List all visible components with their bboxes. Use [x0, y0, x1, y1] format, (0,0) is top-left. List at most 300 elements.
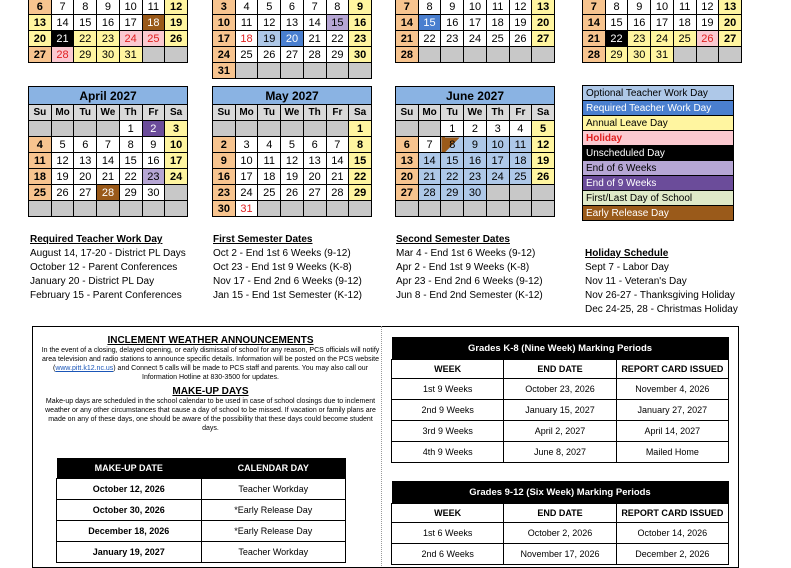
table-row	[57, 500, 346, 521]
calendar-day-cell: 13	[719, 0, 742, 15]
calendar-day-cell: 30	[464, 185, 487, 201]
calendar-day-cell: 12	[165, 0, 188, 15]
calendar-day-cell: 8	[119, 137, 142, 153]
calendar-day-cell: 23	[142, 169, 165, 185]
calendar-day-cell: 21	[418, 169, 441, 185]
calendar-day-cell: 30	[142, 185, 165, 201]
second-semester-notes	[396, 233, 543, 303]
table-row	[392, 544, 729, 565]
calendar-day-cell: 19	[532, 153, 555, 169]
calendar-day-cell: 6	[281, 0, 304, 15]
calendar-day-cell: 14	[418, 153, 441, 169]
weekday-header: Th	[303, 105, 326, 121]
legend-item: Early Release Day	[583, 206, 734, 221]
calendar-day-cell	[441, 201, 464, 217]
calendar-day-cell: 2	[213, 137, 236, 153]
calendar-day-cell: 27	[532, 31, 555, 47]
weekday-header: Th	[486, 105, 509, 121]
calendar-day-cell: 25	[235, 47, 258, 63]
calendar-day-cell: 17	[235, 169, 258, 185]
weekday-header: We	[281, 105, 304, 121]
weekday-header: Fr	[142, 105, 165, 121]
notes-heading: Holiday Schedule	[585, 248, 669, 259]
calendar-day-cell: 29	[349, 185, 372, 201]
calendar-day-cell: 6	[303, 137, 326, 153]
calendar-day-cell	[326, 63, 349, 79]
first-semester-notes	[213, 233, 362, 303]
calendar-day-cell: 10	[165, 137, 188, 153]
calendar-day-cell: 23	[628, 31, 651, 47]
calendar-day-cell: 22	[349, 169, 372, 185]
calendar-day-cell: 17	[651, 15, 674, 31]
table-cell: 3rd 9 Weeks	[392, 421, 504, 442]
calendar-day-cell: 10	[235, 153, 258, 169]
calendar-day-cell: 15	[441, 153, 464, 169]
table-header: END DATE	[504, 360, 616, 379]
calendar-day-cell: 18	[486, 15, 509, 31]
calendar-day-cell: 20	[532, 15, 555, 31]
calendar-day-cell	[281, 63, 304, 79]
calendar-day-cell: 3	[486, 121, 509, 137]
calendar-day-cell: 28	[303, 47, 326, 63]
calendar-day-cell: 19	[509, 15, 532, 31]
calendar-day-cell: 7	[97, 137, 120, 153]
calendar-day-cell: 15	[74, 15, 97, 31]
calendar-day-cell: 17	[119, 15, 142, 31]
calendar-day-cell	[235, 63, 258, 79]
notes-line: Nov 26-27 - Thanksgiving Holiday	[585, 290, 735, 301]
calendar-day-cell: 5	[532, 121, 555, 137]
notes-line: Apr 23 - End 2nd 6 Weeks (9-12)	[396, 276, 543, 287]
table-cell: Teacher Workday	[201, 542, 346, 563]
inclement-title: INCLEMENT WEATHER ANNOUNCEMENTS	[107, 335, 314, 346]
notes-line: February 15 - Parent Conferences	[30, 290, 182, 301]
calendar-day-cell: 26	[509, 31, 532, 47]
calendar-day-cell: 16	[349, 15, 372, 31]
calendar-day-cell	[213, 121, 236, 137]
makeup-text: Make-up days are scheduled in the school calendar to be used in case of school closings due to inclement weather or any other circumstances that cause a day of school to be missed. If vacation or family plans are made on any of these days, one should be aware of the possibility that these days could become student days.	[45, 398, 376, 432]
calendar-day-cell: 10	[213, 15, 236, 31]
calendar-day-cell: 10	[119, 0, 142, 15]
calendar-day-cell: 18	[235, 31, 258, 47]
table-cell: 1st 9 Weeks	[392, 379, 504, 400]
calendar-top-2	[212, 0, 372, 79]
calendar-day-cell: 4	[509, 121, 532, 137]
table-cell: 2nd 6 Weeks	[392, 544, 504, 565]
calendar-day-cell	[258, 63, 281, 79]
calendar-day-cell	[142, 201, 165, 217]
weekday-header: Mo	[418, 105, 441, 121]
inclement-text-part: In the event of a closing, delayed opening, or early dismissal of school for any reason, PCS officials will notify area television and radio stations to announce specific details. Information will be posted on the PCS website (	[41, 347, 380, 372]
calendar-day-cell: 11	[486, 0, 509, 15]
calendar-day-cell	[29, 201, 52, 217]
calendar-day-cell: 19	[165, 15, 188, 31]
calendar-day-cell: 5	[258, 0, 281, 15]
calendar-day-cell	[51, 201, 74, 217]
calendar-day-cell: 10	[651, 0, 674, 15]
weekday-header: Th	[119, 105, 142, 121]
calendar-day-cell: 6	[29, 0, 52, 15]
calendar-day-cell	[673, 47, 696, 63]
calendar-day-cell	[326, 121, 349, 137]
calendar-day-cell: 25	[509, 169, 532, 185]
calendar-day-cell: 15	[119, 153, 142, 169]
calendar-day-cell: 31	[235, 201, 258, 217]
table-cell: Mailed Home	[616, 442, 728, 463]
calendar-day-cell: 31	[213, 63, 236, 79]
weekday-header: Fr	[326, 105, 349, 121]
calendar-day-cell: 3	[235, 137, 258, 153]
calendar-day-cell: 13	[532, 0, 555, 15]
calendar-day-cell: 14	[396, 15, 419, 31]
calendar-day-cell: 24	[651, 31, 674, 47]
calendar-day-cell: 23	[97, 31, 120, 47]
calendar-day-cell: 9	[628, 0, 651, 15]
calendar-day-cell: 16	[628, 15, 651, 31]
calendar-top-3	[395, 0, 555, 63]
holiday-schedule-notes	[585, 247, 738, 317]
calendar-day-cell: 13	[396, 153, 419, 169]
notes-line: Apr 2 - End 1st 9 Weeks (K-8)	[396, 262, 530, 273]
calendar-day-cell	[281, 121, 304, 137]
calendar-day-cell: 3	[165, 121, 188, 137]
calendar-day-cell: 18	[258, 169, 281, 185]
calendar-day-cell: 17	[213, 31, 236, 47]
table-cell: October 12, 2026	[57, 479, 202, 500]
calendar-day-cell: 16	[464, 153, 487, 169]
calendar-day-cell: 1	[349, 121, 372, 137]
calendar-day-cell	[509, 201, 532, 217]
calendar-day-cell: 7	[326, 137, 349, 153]
calendar-day-cell: 12	[51, 153, 74, 169]
calendar-day-cell: 27	[29, 47, 52, 63]
notes-line: Mar 4 - End 1st 6 Weeks (9-12)	[396, 248, 536, 259]
table-cell: November 4, 2026	[616, 379, 728, 400]
calendar-day-cell: 1	[441, 121, 464, 137]
calendar-day-cell: 31	[119, 47, 142, 63]
calendar-day-cell: 14	[326, 153, 349, 169]
calendar-day-cell: 29	[326, 47, 349, 63]
table-header: WEEK	[392, 504, 504, 523]
legend-item: First/Last Day of School	[583, 191, 734, 206]
calendar-day-cell: 21	[303, 31, 326, 47]
legend-item: Holiday	[583, 131, 734, 146]
calendar-day-cell: 8	[418, 0, 441, 15]
calendar-day-cell: 11	[673, 0, 696, 15]
table-cell: Teacher Workday	[201, 479, 346, 500]
legend-item: End of 9 Weeks	[583, 176, 734, 191]
notes-line: October 12 - Parent Conferences	[30, 262, 178, 273]
grades-9-12-marking-periods-table	[391, 481, 729, 565]
calendar-day-cell: 27	[74, 185, 97, 201]
calendar-day-cell	[532, 201, 555, 217]
calendar-day-cell: 23	[213, 185, 236, 201]
table-cell: *Early Release Day	[201, 500, 346, 521]
calendar-day-cell: 19	[258, 31, 281, 47]
calendar-top-4	[582, 0, 742, 63]
calendar-day-cell: 20	[29, 31, 52, 47]
calendar-day-cell: 7	[303, 0, 326, 15]
table-header: WEEK	[392, 360, 504, 379]
weekday-header: Mo	[51, 105, 74, 121]
calendar-day-cell: 28	[51, 47, 74, 63]
calendar-day-cell: 12	[258, 15, 281, 31]
table-cell: October 2, 2026	[504, 523, 616, 544]
calendar-day-cell: 4	[258, 137, 281, 153]
weekday-header: Su	[396, 105, 419, 121]
calendar-day-cell	[165, 47, 188, 63]
table-cell: June 8, 2027	[504, 442, 616, 463]
calendar-day-cell	[165, 201, 188, 217]
calendar-day-cell: 26	[696, 31, 719, 47]
calendar-day-cell	[165, 185, 188, 201]
calendar-day-cell: 26	[532, 169, 555, 185]
calendar-day-cell: 30	[213, 201, 236, 217]
calendar-day-cell: 4	[29, 137, 52, 153]
calendar-day-cell: 24	[213, 47, 236, 63]
calendar-day-cell: 22	[418, 31, 441, 47]
calendar-month-title: April 2027	[29, 87, 188, 105]
calendar-day-cell	[509, 47, 532, 63]
calendar-day-cell: 20	[396, 169, 419, 185]
weekday-header: We	[464, 105, 487, 121]
calendar-day-cell: 9	[213, 153, 236, 169]
marking-period-title: Grades K-8 (Nine Week) Marking Periods	[392, 337, 729, 360]
calendar-day-cell: 27	[719, 31, 742, 47]
table-row	[57, 521, 346, 542]
calendar-day-cell: 17	[464, 15, 487, 31]
notes-line: Oct 2 - End 1st 6 Weeks (9-12)	[213, 248, 351, 259]
notes-line: August 14, 17-20 - District PL Days	[30, 248, 186, 259]
calendar-day-cell: 20	[74, 169, 97, 185]
calendar-day-cell: 10	[464, 0, 487, 15]
calendar-day-cell: 14	[51, 15, 74, 31]
calendar-day-cell: 17	[486, 153, 509, 169]
legend-item: Annual Leave Day	[583, 116, 734, 131]
calendar-day-cell	[486, 201, 509, 217]
calendar-day-cell: 26	[281, 185, 304, 201]
weekday-header: Tu	[74, 105, 97, 121]
calendar-day-cell: 16	[441, 15, 464, 31]
table-cell: April 2, 2027	[504, 421, 616, 442]
calendar-day-cell	[51, 121, 74, 137]
calendar-day-cell: 14	[303, 15, 326, 31]
table-cell: December 2, 2026	[616, 544, 728, 565]
calendar-day-cell: 11	[258, 153, 281, 169]
calendar-day-cell	[396, 121, 419, 137]
calendar-day-cell: 5	[51, 137, 74, 153]
calendar-day-cell: 21	[396, 31, 419, 47]
calendar-day-cell: 2	[464, 121, 487, 137]
calendar-day-cell: 22	[119, 169, 142, 185]
calendar-month-title: May 2027	[213, 87, 372, 105]
calendar-day-cell: 21	[97, 169, 120, 185]
calendar-day-cell: 30	[97, 47, 120, 63]
calendar-day-cell: 10	[486, 137, 509, 153]
legend-item: Unscheduled Day	[583, 146, 734, 161]
notes-line: Oct 23 - End 1st 9 Weeks (K-8)	[213, 262, 352, 273]
calendar-day-cell: 4	[235, 0, 258, 15]
table-cell: 4th 9 Weeks	[392, 442, 504, 463]
calendar-month-title: June 2027	[396, 87, 555, 105]
table-cell: December 18, 2026	[57, 521, 202, 542]
calendar-day-cell: 30	[349, 47, 372, 63]
calendar-day-cell: 24	[486, 169, 509, 185]
calendar-day-cell: 23	[349, 31, 372, 47]
calendar-day-cell: 21	[51, 31, 74, 47]
calendar-day-cell: 11	[142, 0, 165, 15]
table-row	[392, 379, 729, 400]
calendar-day-cell: 27	[303, 185, 326, 201]
legend-item: Optional Teacher Work Day	[583, 86, 734, 101]
calendar-day-cell	[119, 201, 142, 217]
calendar-day-cell: 8	[349, 137, 372, 153]
calendar-may-2027	[212, 86, 372, 217]
table-header: REPORT CARD ISSUED	[616, 360, 728, 379]
calendar-day-cell: 15	[605, 15, 628, 31]
calendar-day-cell: 18	[673, 15, 696, 31]
calendar-june-2027	[395, 86, 555, 217]
calendar-day-cell: 15	[326, 15, 349, 31]
inclement-text	[33, 346, 388, 382]
calendar-day-cell: 28	[583, 47, 606, 63]
table-row	[392, 442, 729, 463]
panel-divider	[381, 326, 382, 566]
calendar-day-cell	[464, 47, 487, 63]
calendar-day-cell: 15	[349, 153, 372, 169]
notes-line: Nov 11 - Veteran's Day	[585, 276, 687, 287]
calendar-day-cell: 25	[673, 31, 696, 47]
notes-heading: Second Semester Dates	[396, 234, 510, 245]
calendar-day-cell: 21	[326, 169, 349, 185]
calendar-day-cell: 25	[486, 31, 509, 47]
weekday-header: Fr	[509, 105, 532, 121]
k8-marking-periods-table	[391, 337, 729, 463]
website-link[interactable]: www.pitt.k12.nc.us	[55, 365, 114, 372]
calendar-day-cell: 27	[281, 47, 304, 63]
table-cell: April 14, 2027	[616, 421, 728, 442]
table-header: END DATE	[504, 504, 616, 523]
weekday-header: Su	[29, 105, 52, 121]
notes-line: Jun 8 - End 2nd Semester (K-12)	[396, 290, 543, 301]
weekday-header: Tu	[441, 105, 464, 121]
notes-line: Sept 7 - Labor Day	[585, 262, 669, 273]
calendar-day-cell: 24	[235, 185, 258, 201]
calendar-day-cell: 11	[235, 15, 258, 31]
calendar-day-cell	[486, 47, 509, 63]
calendar-day-cell: 8	[326, 0, 349, 15]
calendar-day-cell: 9	[349, 0, 372, 15]
calendar-day-cell: 27	[396, 185, 419, 201]
calendar-day-cell	[441, 47, 464, 63]
calendar-day-cell: 20	[719, 15, 742, 31]
table-cell: October 30, 2026	[57, 500, 202, 521]
notes-line: Jan 15 - End 1st Semester (K-12)	[213, 290, 362, 301]
table-cell: *Early Release Day	[201, 521, 346, 542]
calendar-day-cell	[418, 47, 441, 63]
table-row	[392, 421, 729, 442]
calendar-day-cell: 12	[532, 137, 555, 153]
calendar-day-cell: 19	[281, 169, 304, 185]
calendar-day-cell: 25	[142, 31, 165, 47]
calendar-day-cell: 7	[396, 0, 419, 15]
calendar-day-cell: 24	[165, 169, 188, 185]
calendar-day-cell: 5	[281, 137, 304, 153]
calendar-day-cell: 26	[258, 47, 281, 63]
table-cell: October 14, 2026	[616, 523, 728, 544]
calendar-day-cell	[142, 47, 165, 63]
color-legend	[582, 85, 734, 221]
inclement-text-part: ) and Connect 5 calls will be made to PCS staff and parents. You may also call our Information Hotline at 830-3500 for updates.	[113, 365, 369, 381]
calendar-day-cell	[349, 63, 372, 79]
calendar-day-cell: 22	[441, 169, 464, 185]
calendar-day-cell: 9	[142, 137, 165, 153]
weekday-header: Sa	[532, 105, 555, 121]
calendar-day-cell: 14	[583, 15, 606, 31]
calendar-day-cell: 29	[441, 185, 464, 201]
calendar-day-cell	[719, 47, 742, 63]
calendar-day-cell: 17	[165, 153, 188, 169]
calendar-day-cell: 26	[165, 31, 188, 47]
table-cell: January 15, 2027	[504, 400, 616, 421]
table-cell: 2nd 9 Weeks	[392, 400, 504, 421]
calendar-day-cell: 6	[396, 137, 419, 153]
calendar-day-cell: 12	[281, 153, 304, 169]
calendar-day-cell: 25	[258, 185, 281, 201]
calendar-day-cell: 24	[464, 31, 487, 47]
calendar-day-cell: 20	[303, 169, 326, 185]
calendar-day-cell: 14	[97, 153, 120, 169]
calendar-day-cell: 13	[74, 153, 97, 169]
calendar-day-cell: 11	[509, 137, 532, 153]
calendar-day-cell: 11	[29, 153, 52, 169]
table-cell: 1st 6 Weeks	[392, 523, 504, 544]
notes-line: Nov 17 - End 2nd 6 Weeks (9-12)	[213, 276, 362, 287]
weekday-header: We	[97, 105, 120, 121]
calendar-day-cell: 22	[605, 31, 628, 47]
notes-heading: Required Teacher Work Day	[30, 234, 163, 245]
table-header: REPORT CARD ISSUED	[616, 504, 728, 523]
weekday-header: Mo	[235, 105, 258, 121]
table-row	[57, 479, 346, 500]
legend-item: End of 6 Weeks	[583, 161, 734, 176]
table-row	[57, 542, 346, 563]
table-row	[392, 523, 729, 544]
calendar-day-cell: 3	[213, 0, 236, 15]
calendar-day-cell	[97, 121, 120, 137]
calendar-day-cell: 7	[418, 137, 441, 153]
calendar-day-cell: 29	[74, 47, 97, 63]
calendar-day-cell: 13	[281, 15, 304, 31]
calendar-day-cell: 16	[142, 153, 165, 169]
makeup-days-table	[56, 458, 346, 563]
calendar-day-cell	[464, 201, 487, 217]
calendar-day-cell	[97, 201, 120, 217]
calendar-day-cell	[303, 121, 326, 137]
calendar-day-cell	[696, 47, 719, 63]
calendar-day-cell: 8	[605, 0, 628, 15]
calendar-day-cell: 13	[303, 153, 326, 169]
calendar-day-cell: 23	[441, 31, 464, 47]
calendar-day-cell	[29, 121, 52, 137]
makeup-title: MAKE-UP DAYS	[172, 386, 249, 397]
calendar-day-cell: 7	[51, 0, 74, 15]
calendar-day-cell: 24	[119, 31, 142, 47]
legend-item: Required Teacher Work Day	[583, 101, 734, 116]
calendar-day-cell	[418, 121, 441, 137]
calendar-day-cell: 29	[119, 185, 142, 201]
weekday-header: Tu	[258, 105, 281, 121]
